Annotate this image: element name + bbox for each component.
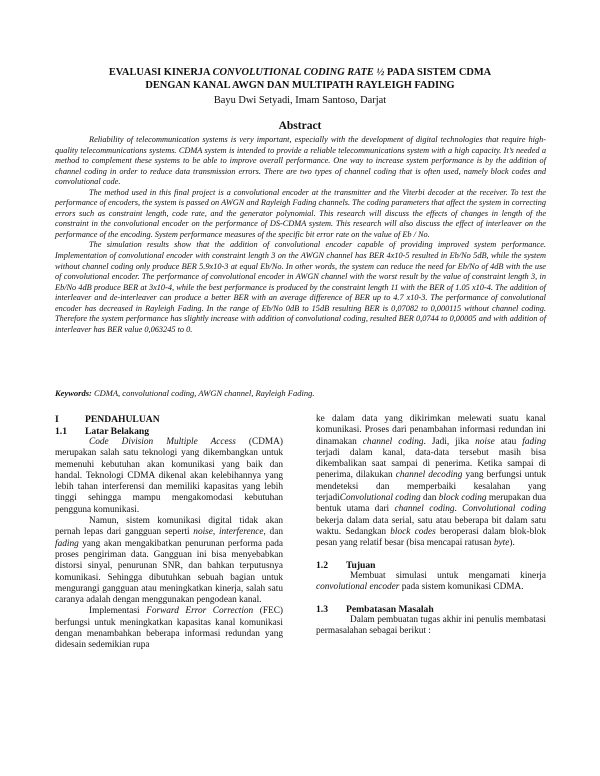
title-line-1: EVALUASI KINERJA CONVOLUTIONAL CODING RATE ½ PADA SISTEM CDMA	[108, 67, 492, 78]
section-heading-1: I PENDAHULUAN	[55, 414, 160, 425]
keywords-label: Keywords:	[55, 388, 92, 398]
abstract-heading: Abstract	[278, 120, 322, 132]
keywords-text: CDMA, convolutional coding, AWGN channel, Rayleigh Fading.	[91, 388, 315, 398]
body-paragraph: Membuat simulasi untuk mengamati kinerja convolutional encoder pada sistem komunikasi CDMA.	[316, 571, 546, 593]
title-line-2: DENGAN KANAL AWGN DAN MULTIPATH RAYLEIGH FADING	[145, 80, 455, 91]
abstract-paragraph-3: The simulation results show that the addition of convolutional encoder capable of providing improved system performance. Implementation of convolutional encoder with constraint length 3 on the AWGN channel has BER 4x10-5 resulted in Eb/No 5dB, while the system without channel coding only produce BER 5.9x10-3 at equal Eb/No. In other words, the system can reduce the need for Eb/No of 4dB with the use of convolutional encoder. The performance of convolutional encoder in AWGN channel with the worst result by the value of constraint length 3, in Eb/No 4dB produce BER at 3x10-4, while the best performance is produced by the constraint length 11 with the BER of 1.05 x10-4. The addition of interleaver and de-interleaver can produce a better BER with an average difference of BER up to 4.7 x10-3. The performance of convolutional encoder has decreased in Rayleigh Fading. In the range of Eb/No 0dB to 15dB resulting BER is 0,07082 to 0,000115 without channel coding. Therefore the system performance has slightly increase with addition of convolutional coding, resulted BER 0,0744 to 0,00005 and with addition of interleaver has BER value 0,063245 to 0.	[55, 240, 546, 334]
authors: Bayu Dwi Setyadi, Imam Santoso, Darjat	[213, 95, 387, 106]
body-paragraph: Implementasi Forward Error Correction (FEC) berfungsi untuk meningkatkan kapasitas kanal komunikasi dengan menambahkan beberapa informasi redundan yang didesain sedemikian rupa	[55, 606, 283, 651]
paper-title	[60, 66, 540, 92]
body-paragraph: ke dalam data yang dikirimkan melewati suatu kanal komunikasi. Proses dari penambahan informasi redundan ini dinamakan channel coding. Jadi, jika noise atau fading terjadi dalam kanal, data-data tersebut masih bisa dikembalikan saat sampai di penerima. Ketika sampai di penerima, dilakukan channel decoding yang berfungsi untuk mendeteksi dan memperbaiki kesalahan yang terjadiConvolutional coding dan block coding merupakan dua bentuk utama dari channel coding. Convolutional coding bekerja dalam data serial, satu atau beberapa bit dalam satu waktu. Sedangkan block codes beroperasi dalam blok-blok pesan yang relatif besar (bisa mencapai ratusan byte).	[316, 414, 547, 549]
abstract-paragraph-2: The method used in this final project is a convolutional encoder at the transmitter and the Viterbi decoder at the receiver. To test the performance of encoders, the system is passed on AWGN and Rayleigh Fading channels. The coding parameters that affect the system in correcting errors such as constraint length, code rate, and the generator polynomial. This research will discuss the effects of changes in length of the constraint in the convolutional encoder on the performance of DS-CDMA system. This research will also discuss the effect of interleaver on the performance of the encoding. System performance measures of the specific bit error rate on the value of Eb / No.	[55, 187, 546, 239]
right-column	[316, 414, 546, 638]
keywords	[55, 388, 546, 398]
section-heading-1-1: 1.1 Latar Belakang	[55, 425, 150, 437]
abstract-body	[55, 135, 546, 335]
section-heading-1-2: 1.2 Tujuan	[316, 559, 376, 571]
body-paragraph: Code Division Multiple Access (CDMA) merupakan salah satu teknologi yang dikembangkan untuk memenuhi kebutuhan akan komunikasi yang baik dan handal. Teknologi CDMA dikenal akan kelebihannya yang lebih tahan interferensi dan memiliki kapasitas yang lebih tinggi sehingga mampu mengakomodasi kebutuhan pengguna komunikasi.	[55, 437, 283, 515]
body-paragraph: Dalam pembuatan tugas akhir ini penulis membatasi permasalahan sebagai berikut :	[316, 615, 546, 637]
left-column	[55, 414, 283, 652]
abstract-paragraph-1: Reliability of telecommunication systems is very important, especially with the development of digital technologies that require high-quality telecommunications systems. CDMA system is intended to provide a reliable telecommunications system with a high capacity. It’s needed a method to complement these systems to be able to improve overall performance. One way to increase system performance is by the addition of channel coding in order to reduce data transmission errors. There are two types of channel coding that is often used, namely block codes and convolutional code.	[55, 135, 546, 187]
body-paragraph: Namun, sistem komunikasi digital tidak akan pernah lepas dari gangguan seperti noise, interference, dan fading yang akan mengakibatkan penurunan performa pada proses pengiriman data. Gangguan ini bisa menyebabkan distorsi sinyal, penurunan SNR, dan bahkan terputusnya komunikasi. Sehingga dibutuhkan sebuah bagian untuk mengurangi gangguan atau meningkatkan kinerja, salah satu caranya adalah dengan menggunakan pengodean kanal.	[55, 516, 283, 606]
section-heading-1-3: 1.3 Pembatasan Masalah	[316, 603, 434, 615]
